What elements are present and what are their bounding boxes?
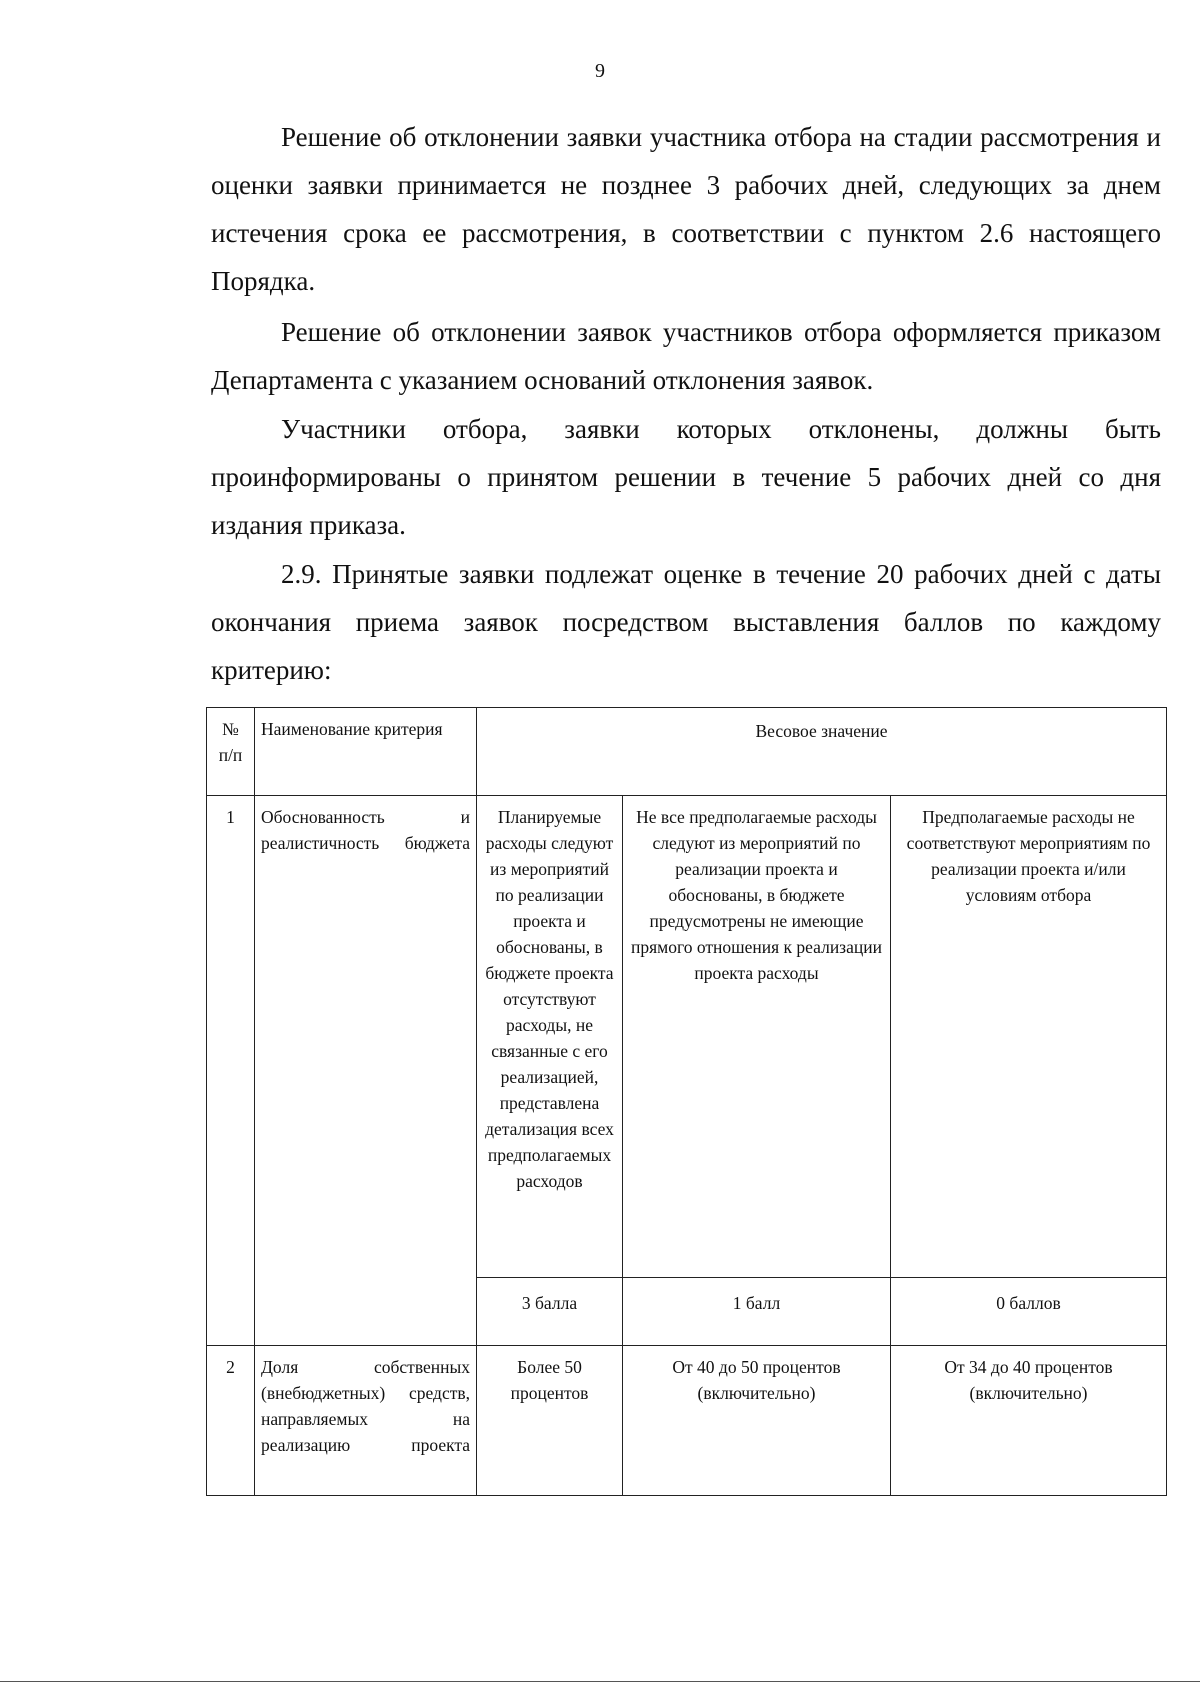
paragraph-evaluation-clause [211, 550, 1161, 694]
header-weight: Весовое значение [477, 708, 1167, 796]
page-bottom-rule [0, 1681, 1200, 1682]
row-criterion [255, 1346, 477, 1496]
paragraph-rejection-decision [211, 113, 1161, 305]
paragraph-text: 2.9. Принятые заявки подлежат оценке в течение 20 рабочих дней с даты окончания приема заявок посредством выставления баллов по каждому критерию: [211, 559, 1161, 685]
row-criterion [255, 796, 477, 1346]
table-row [207, 1346, 1167, 1496]
paragraph-participants-informed [211, 405, 1161, 549]
header-number: № п/п [207, 708, 255, 796]
row-number: 2 [207, 1346, 255, 1496]
score-cell: 3 балла [477, 1278, 623, 1346]
option-cell: От 34 до 40 процентов (включительно) [891, 1346, 1167, 1496]
criterion-text: Доля собственных (внебюджетных) средств, направляемых на реализацию проекта [261, 1357, 470, 1455]
row-number: 1 [207, 796, 255, 1346]
option-cell: От 40 до 50 процентов (включительно) [623, 1346, 891, 1496]
paragraph-text: Решение об отклонении заявки участника отбора на стадии рассмотрения и оценки заявки принимается не позднее 3 рабочих дней, следующих за днем истечения срока ее рассмотрения, в соответствии с пунктом 2.6 настоящего Порядка. [211, 122, 1161, 296]
criterion-text: Обоснованность и реалистичность бюджета [261, 807, 470, 853]
table-row [207, 796, 1167, 1278]
score-cell: 0 баллов [891, 1278, 1167, 1346]
paragraph-text: Участники отбора, заявки которых отклонены, должны быть проинформированы о принятом решении в течение 5 рабочих дней со дня издания приказа. [211, 414, 1161, 540]
table-header-row [207, 708, 1167, 796]
paragraph-rejection-order [211, 308, 1161, 404]
paragraph-text: Решение об отклонении заявок участников отбора оформляется приказом Департамента с указанием оснований отклонения заявок. [211, 317, 1161, 395]
page-number: 9 [595, 60, 605, 82]
criteria-table [206, 707, 1167, 1496]
option-cell: Предполагаемые расходы не соответствуют мероприятиям по реализации проекта и/или условиям отбора [891, 796, 1167, 1278]
option-cell: Более 50 процентов [477, 1346, 623, 1496]
header-criterion: Наименование критерия [255, 708, 477, 796]
score-cell: 1 балл [623, 1278, 891, 1346]
option-cell: Не все предполагаемые расходы следуют из мероприятий по реализации проекта и обоснованы, в бюджете предусмотрены не имеющие прямого отношения к реализации проекта расходы [623, 796, 891, 1278]
option-cell: Планируемые расходы следуют из мероприятий по реализации проекта и обоснованы, в бюджете проекта отсутствуют расходы, не связанные с его реализацией, представлена детализация всех предполагаемых расходов [477, 796, 623, 1278]
